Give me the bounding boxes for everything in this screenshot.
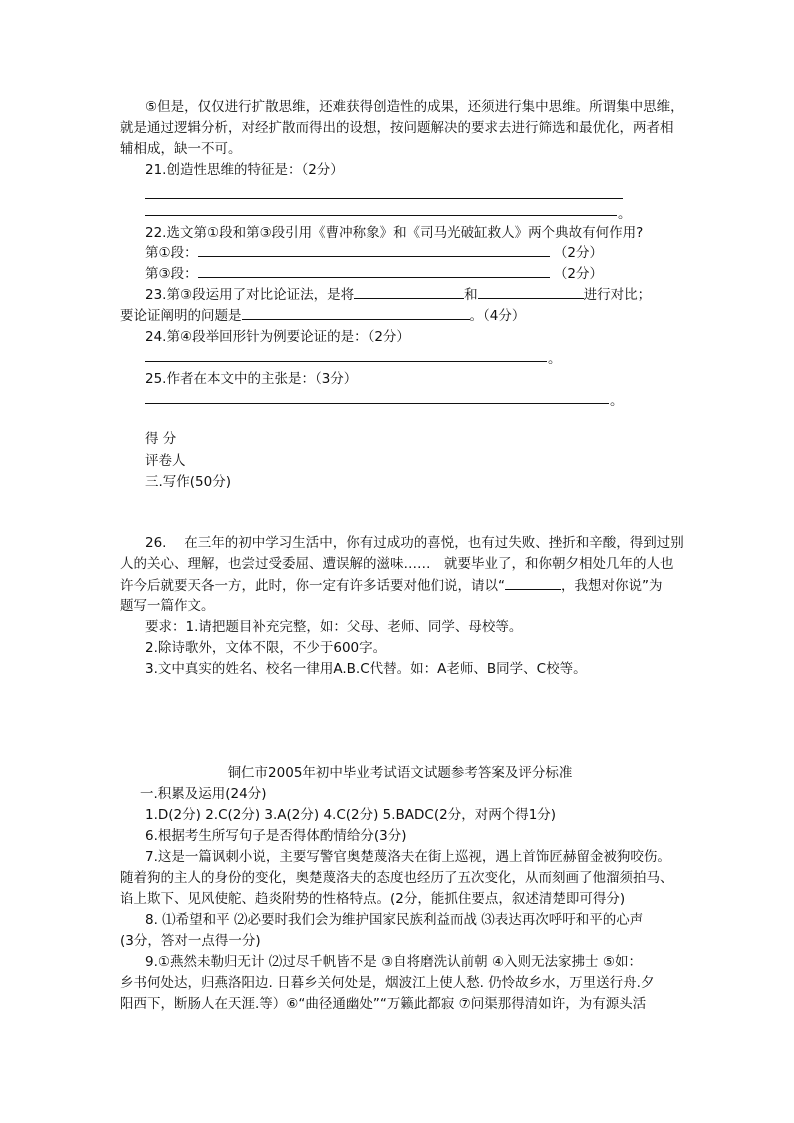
- answer-blank[interactable]: [242, 305, 470, 320]
- answer-line[interactable]: [145, 361, 547, 362]
- q22-answer-1: [145, 242, 715, 262]
- answer-line[interactable]: [145, 215, 617, 216]
- answer-line[interactable]: [145, 198, 623, 199]
- q22-label-1: 第①段：: [145, 245, 198, 261]
- paragraph-5-line: 就是通过逻辑分析，对经扩散而得出的设想，按问题解决的要求去进行筛选和最优化，两者相: [120, 120, 674, 136]
- q26-line: 人的关心、理解，也尝过受委屈、遭误解的滋味…… 就要毕业了，和你朝夕相处几年的人也: [120, 556, 674, 572]
- q22-answer-3: [145, 263, 715, 283]
- answer-line-text: 6.根据考生所写句子是否得体酌情给分(3分): [145, 828, 407, 844]
- question-22: 22.选文第①段和第③段引用《曹冲称象》和《司马光破缸救人》两个典故有何作用?: [145, 225, 644, 241]
- answer-line-text: 7.这是一篇讽刺小说，主要写警官奥楚蔑洛夫在街上巡视，遇上首饰匠赫留金被狗咬伤。: [145, 849, 671, 865]
- score-label: 得 分: [145, 431, 177, 447]
- question-25: 25.作者在本文中的主张是：（3分）: [145, 371, 358, 387]
- q23-and: 和: [464, 287, 478, 303]
- q26-line: 题写一篇作文。: [120, 598, 215, 614]
- q23-score: 。（4分）: [469, 308, 526, 324]
- period: 。: [610, 393, 624, 409]
- q23-text: 进行对比；: [583, 287, 652, 303]
- answer-line-text: 9.①燕然未勒归无计 ⑵过尽千帆皆不是 ③自将磨洗认前朝 ④入则无法家拂士 ⑤如：: [145, 954, 642, 970]
- answer-line-text: 谄上欺下、见风使舵、趋炎附势的性格特点。(2分，能抓住要点，叙述清楚即可得分): [120, 891, 626, 907]
- answer-blank[interactable]: [478, 284, 584, 299]
- question-23: [145, 284, 715, 304]
- q26-line: [120, 575, 690, 595]
- answer-blank[interactable]: [354, 284, 464, 299]
- requirement: 要求：1.请把题目补充完整，如：父母、老师、同学、母校等。: [145, 619, 523, 635]
- answer-blank[interactable]: [198, 263, 550, 278]
- answer-line-text: (3分，答对一点得一分): [120, 933, 261, 949]
- period: 。: [548, 351, 562, 367]
- answer-section: 一.积累及运用(24分): [140, 786, 267, 802]
- requirement: 2.除诗歌外，文体不限，不少于600字。: [145, 640, 387, 656]
- paragraph-5-line: 辅相成，缺一不可。: [120, 141, 242, 157]
- question-21: 21.创造性思维的特征是：（2分）: [145, 162, 344, 178]
- period: 。: [618, 206, 632, 222]
- score: （2分）: [553, 266, 603, 282]
- grader-label: 评卷人: [145, 453, 186, 469]
- section-heading: 三.写作(50分): [145, 474, 232, 490]
- q23-text: 要论证阐明的问题是: [120, 308, 242, 324]
- q26-line: 26. 在三年的初中学习生活中，你有过成功的喜悦，也有过失败、挫折和辛酸，得到过别: [145, 535, 684, 551]
- answer-line-text: 阳西下，断肠人在天涯.等）⑥“曲径通幽处”“万籁此都寂 ⑦问渠那得清如许，为有源头活: [120, 996, 647, 1012]
- q22-label-3: 第③段：: [145, 266, 198, 282]
- q26-text: 许今后就要天各一方，此时，你一定有许多话要对他们说，请以“: [120, 578, 505, 594]
- answer-line-text: 乡书何处达，归燕洛阳边. 日暮乡关何处是，烟波江上使人愁. 仍怜故乡水，万里送行舟.夕: [120, 975, 655, 991]
- title-blank[interactable]: [505, 575, 561, 590]
- paragraph-5-line: ⑤但是，仅仅进行扩散思维，还难获得创造性的成果，还须进行集中思维。所谓集中思维，: [145, 99, 684, 115]
- score: （2分）: [553, 245, 603, 261]
- answer-line-text: 随着狗的主人的身份的变化，奥楚蔑洛夫的态度也经历了五次变化，从而刻画了他溜须拍马、: [120, 870, 674, 886]
- question-23-line2: [120, 305, 690, 325]
- q26-text: ，我想对你说”为: [561, 578, 663, 594]
- question-24: 24.第④段举回形针为例要论证的是：（2分）: [145, 329, 410, 345]
- answer-blank[interactable]: [198, 242, 550, 257]
- requirement: 3.文中真实的姓名、校名一律用A.B.C代替。如：A老师、B同学、C校等。: [145, 661, 587, 677]
- answer-line[interactable]: [145, 403, 609, 404]
- answer-title: 铜仁市2005年初中毕业考试语文试题参考答案及评分标准: [227, 765, 573, 781]
- answer-line-text: 8. ⑴希望和平 ⑵必要时我们会为维护国家民族利益而战 ⑶表达再次呼吁和平的心声: [145, 912, 644, 928]
- answer-line-text: 1.D(2分) 2.C(2分) 3.A(2分) 4.C(2分) 5.BADC(2分，对两个得1分): [145, 807, 557, 823]
- q23-text: 23.第③段运用了对比论证法，是将: [145, 287, 355, 303]
